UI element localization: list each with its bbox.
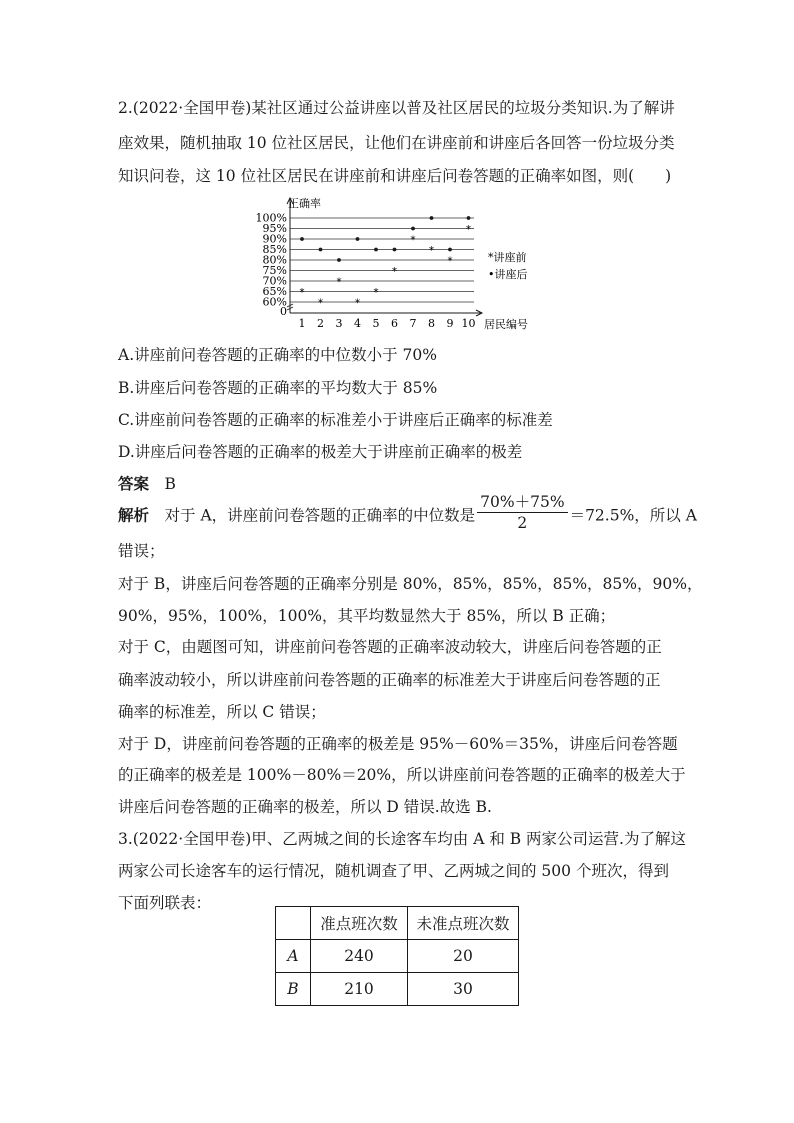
point-before-lecture: *: [392, 266, 397, 278]
y-tick-label: 0: [280, 305, 287, 318]
point-after-lecture: [411, 227, 415, 231]
analysis-d-line-1: 对于 D，讲座前问卷答题的正确率的极差是 95%－60%＝35%，讲座后问卷答题: [118, 735, 678, 753]
point-after-lecture: [448, 248, 452, 252]
y-tick-label: 95%: [262, 222, 287, 235]
median-fraction-numerator: 70%＋75%: [477, 492, 567, 513]
point-before-lecture: *: [355, 298, 360, 309]
chart-x-label: 居民编号: [484, 318, 528, 331]
chart-y-ticks: [256, 212, 287, 319]
point-before-lecture: *: [429, 245, 434, 257]
q2-option-c: C.讲座前问卷答题的正确率的标准差小于讲座后正确率的标准差: [118, 411, 553, 429]
analysis-a-suffix: ＝72.5%，所以 A: [569, 506, 697, 525]
median-fraction: [477, 492, 567, 533]
x-tick-label: 4: [354, 317, 361, 330]
point-after-lecture: [337, 258, 341, 262]
x-tick-label: 10: [461, 317, 476, 330]
y-tick-label: 70%: [262, 274, 287, 288]
x-tick-label: 3: [335, 317, 343, 330]
table-row: [276, 973, 519, 1006]
point-after-lecture: [356, 237, 360, 241]
point-after-lecture: [300, 237, 304, 241]
q2-line-2: 座效果，随机抽取 10 位社区居民，让他们在讲座前和讲座后各回答一份垃圾分类: [118, 134, 675, 152]
point-before-lecture: *: [447, 256, 453, 267]
q2-option-b: B.讲座后问卷答题的正确率的平均数大于 85%: [118, 379, 438, 397]
x-tick-label: 8: [428, 317, 435, 330]
x-tick-label: 6: [391, 317, 398, 330]
y-tick-label: 60%: [262, 295, 287, 309]
point-after-lecture: [393, 248, 397, 252]
x-tick-label: 7: [409, 317, 417, 330]
table-cell: 20: [408, 940, 519, 973]
q3-source: 3.(2022·全国甲卷): [118, 830, 252, 848]
q3-stem-1: 甲、乙两城之间的长途客车均由 A 和 B 两家公司运营.为了解这: [251, 830, 686, 848]
chart-points: [300, 216, 472, 309]
chart-legend-after: •讲座后: [488, 268, 528, 281]
point-before-lecture: *: [410, 235, 416, 246]
q3-line-1: [118, 829, 686, 849]
q2-stem-1: 某社区通过公益讲座以普及社区居民的垃圾分类知识.为了解讲: [251, 99, 675, 117]
analysis-a-prefix: 对于 A，讲座前问卷答题的正确率的中位数是: [164, 506, 476, 525]
q2-answer: [118, 474, 176, 494]
point-before-lecture: *: [373, 287, 379, 299]
table-row-label: B: [276, 973, 311, 1006]
table-header-on-time: 准点班次数: [311, 907, 408, 940]
y-tick-label: 90%: [262, 232, 287, 246]
analysis-a-line-1: [118, 493, 697, 537]
table-header-row: [276, 907, 519, 940]
analysis-a-line-2: 错误；: [118, 542, 165, 560]
analysis-b-line-1: 对于 B，讲座后问卷答题的正确率分别是 80%，85%，85%，85%，85%，90%，: [118, 575, 703, 593]
point-before-lecture: *: [466, 224, 471, 236]
point-after-lecture: [467, 216, 471, 220]
chart-grid: [287, 198, 482, 316]
table-header-corner: [276, 907, 311, 940]
analysis-b-line-2: 90%，95%，100%，100%，其平均数显然大于 85%，所以 B 正确；: [118, 607, 616, 625]
analysis-c-line-2: 确率波动较小，所以讲座前问卷答题的正确率的标准差大于讲座后问卷答题的正: [118, 671, 661, 689]
table-cell: 240: [311, 940, 408, 973]
analysis-d-line-3: 讲座后问卷答题的正确率的极差，所以 D 错误.故选 B.: [118, 798, 492, 816]
q2-line-3: 知识问卷，这 10 位社区居民在讲座前和讲座后问卷答题的正确率如图，则( ): [118, 167, 672, 185]
chart-x-ticks: [299, 317, 476, 330]
answer-label: 答案: [118, 474, 150, 493]
analysis-c-line-3: 确率的标准差，所以 C 错误；: [118, 703, 326, 721]
point-after-lecture: [319, 248, 323, 252]
table-row: [276, 940, 519, 973]
x-tick-label: 9: [446, 317, 454, 330]
q2-source: 2.(2022·全国甲卷): [118, 99, 252, 117]
table-cell: 30: [408, 973, 519, 1006]
contingency-table: [275, 906, 519, 1006]
table-cell: 210: [311, 973, 408, 1006]
q2-option-a: A.讲座前问卷答题的正确率的中位数小于 70%: [118, 346, 438, 364]
analysis-d-line-2: 的正确率的极差是 100%－80%＝20%，所以讲座前问卷答题的正确率的极差大于: [118, 766, 686, 784]
analysis-c-line-1: 对于 C，由题图可知，讲座前问卷答题的正确率波动较大，讲座后问卷答题的正: [118, 638, 662, 656]
x-tick-label: 1: [298, 317, 306, 330]
y-tick-label: 65%: [262, 285, 287, 298]
chart-legend-before: *讲座前: [488, 251, 527, 264]
point-before-lecture: *: [336, 277, 342, 288]
x-tick-label: 2: [317, 317, 324, 330]
point-before-lecture: *: [318, 298, 323, 309]
point-after-lecture: [374, 248, 378, 252]
q2-line-1: [118, 98, 675, 118]
answer-value: B: [164, 475, 176, 493]
y-tick-label: 75%: [262, 264, 287, 277]
table-row-label: A: [276, 940, 311, 973]
y-tick-label: 80%: [262, 253, 287, 267]
analysis-label: 解析: [118, 505, 150, 525]
median-fraction-denominator: 2: [517, 514, 528, 532]
q2-option-d: D.讲座后问卷答题的正确率的极差大于讲座前正确率的极差: [118, 443, 523, 461]
point-after-lecture: [430, 216, 434, 220]
point-before-lecture: *: [299, 287, 305, 299]
table-header-late: 未准点班次数: [408, 907, 519, 940]
chart-y-label: 正确率: [288, 197, 321, 210]
q3-line-2: 两家公司长途客车的运行情况，随机调查了甲、乙两城之间的 500 个班次，得到: [118, 862, 669, 880]
y-tick-label: 85%: [262, 243, 287, 256]
q3-line-3: 下面列联表：: [118, 894, 212, 912]
y-tick-label: 100%: [255, 211, 287, 225]
scatter-chart: [248, 196, 558, 334]
x-tick-label: 5: [372, 317, 380, 330]
